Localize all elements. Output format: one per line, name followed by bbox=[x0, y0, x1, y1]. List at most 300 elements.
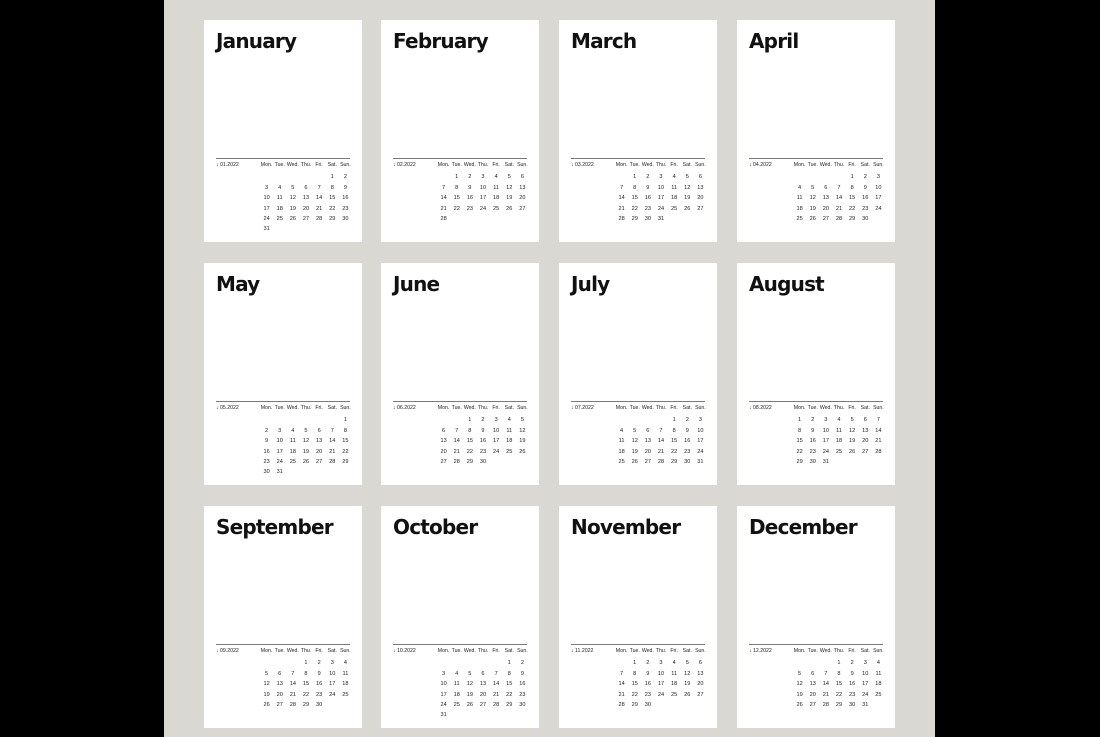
day-cell: 14 bbox=[316, 195, 323, 202]
empty-day-cell bbox=[806, 658, 819, 668]
day-cell: 18 bbox=[835, 438, 843, 445]
weekday-header: Sat. bbox=[682, 162, 692, 168]
weekday-header: Fri. bbox=[492, 648, 500, 654]
day-cell: 13 bbox=[809, 681, 816, 688]
weekday-header: Wed. bbox=[641, 162, 654, 168]
month-title: July bbox=[571, 272, 610, 296]
calendar-sheet bbox=[164, 0, 935, 737]
month-title: September bbox=[216, 515, 333, 539]
weekday-header: Mon. bbox=[793, 162, 806, 168]
weekday-header: Sun. bbox=[695, 405, 706, 411]
day-cell: 5 bbox=[685, 174, 689, 181]
day-cell: 29 bbox=[835, 701, 843, 708]
month-card-november bbox=[559, 506, 717, 728]
day-cell: 4 bbox=[837, 417, 841, 424]
day-cell: 24 bbox=[822, 448, 829, 455]
weekday-header: Tue. bbox=[807, 162, 818, 168]
day-cell: 26 bbox=[796, 701, 803, 708]
day-cell: 20 bbox=[862, 438, 869, 445]
day-cell: 1 bbox=[633, 660, 637, 667]
day-cell: 2 bbox=[685, 417, 689, 424]
month-date-code: ↓ 10.2022 bbox=[393, 648, 416, 654]
empty-day-cell bbox=[273, 658, 286, 668]
day-cell: 5 bbox=[265, 670, 269, 677]
day-cell: 12 bbox=[506, 184, 513, 191]
day-cell: 26 bbox=[519, 448, 526, 455]
day-cell: 3 bbox=[481, 174, 485, 181]
day-cell: 3 bbox=[876, 174, 880, 181]
day-cell: 13 bbox=[697, 670, 704, 677]
day-cell: 2 bbox=[863, 174, 867, 181]
weekday-header: Tue. bbox=[807, 648, 818, 654]
day-cell: 16 bbox=[316, 681, 323, 688]
weekday-header: Thu. bbox=[655, 648, 667, 654]
weekday-header: Mon. bbox=[793, 648, 806, 654]
day-cell: 11 bbox=[506, 427, 513, 434]
empty-day-cell bbox=[313, 415, 326, 425]
day-cell: 10 bbox=[697, 427, 704, 434]
day-cell: 17 bbox=[697, 438, 704, 445]
day-cell: 10 bbox=[440, 681, 447, 688]
day-cell: 12 bbox=[684, 670, 691, 677]
weekday-header: Sat. bbox=[504, 648, 514, 654]
day-cell: 6 bbox=[863, 417, 867, 424]
day-cell: 23 bbox=[342, 205, 349, 212]
empty-day-cell bbox=[490, 658, 503, 668]
weekday-header: Wed. bbox=[819, 162, 832, 168]
day-cell: 28 bbox=[289, 701, 296, 708]
day-cell: 29 bbox=[506, 701, 513, 708]
day-cell: 24 bbox=[493, 448, 500, 455]
day-cell: 9 bbox=[317, 670, 321, 677]
day-cell: 6 bbox=[317, 427, 321, 434]
day-cell: 12 bbox=[849, 427, 856, 434]
month-date-code: ↓ 08.2022 bbox=[749, 405, 772, 411]
day-cell: 2 bbox=[646, 174, 650, 181]
day-cell: 22 bbox=[849, 205, 856, 212]
day-cell: 22 bbox=[671, 448, 678, 455]
day-cell: 23 bbox=[644, 205, 651, 212]
empty-day-cell bbox=[260, 658, 273, 668]
day-cell: 2 bbox=[646, 660, 650, 667]
day-cell: 20 bbox=[302, 205, 310, 212]
empty-day-cell bbox=[273, 172, 286, 182]
empty-day-cell bbox=[615, 658, 628, 668]
divider-line bbox=[393, 158, 527, 159]
day-cell: 19 bbox=[796, 691, 803, 698]
day-cell: 25 bbox=[796, 215, 803, 222]
empty-day-cell bbox=[260, 415, 273, 425]
weekday-header: Sat. bbox=[504, 162, 514, 168]
empty-day-cell bbox=[286, 415, 299, 425]
month-card-july bbox=[559, 263, 717, 485]
weekday-header: Tue. bbox=[451, 648, 462, 654]
day-grid bbox=[615, 405, 707, 467]
day-cell: 11 bbox=[618, 438, 625, 445]
empty-day-cell bbox=[299, 172, 312, 182]
divider-line bbox=[216, 401, 350, 402]
day-cell: 5 bbox=[507, 174, 511, 181]
month-card-january bbox=[204, 20, 362, 242]
day-cell: 24 bbox=[862, 691, 869, 698]
day-cell: 9 bbox=[265, 438, 269, 445]
weekday-header: Wed. bbox=[641, 648, 654, 654]
day-cell: 23 bbox=[684, 448, 691, 455]
weekday-header: Sun. bbox=[873, 648, 884, 654]
day-cell: 16 bbox=[862, 195, 869, 202]
day-cell: 10 bbox=[479, 184, 487, 191]
day-cell: 1 bbox=[507, 660, 511, 667]
day-cell: 27 bbox=[644, 458, 651, 465]
day-cell: 5 bbox=[685, 660, 689, 667]
day-cell: 21 bbox=[835, 205, 843, 212]
day-cell: 23 bbox=[862, 205, 869, 212]
day-cell: 21 bbox=[329, 448, 336, 455]
day-cell: 7 bbox=[317, 184, 321, 191]
month-date-code: ↓ 02.2022 bbox=[393, 162, 416, 168]
day-cell: 14 bbox=[440, 195, 447, 202]
day-cell: 11 bbox=[836, 427, 842, 434]
day-cell: 22 bbox=[506, 691, 513, 698]
weekday-header: Fri. bbox=[848, 162, 856, 168]
weekday-header: Fri. bbox=[492, 162, 500, 168]
day-cell: 20 bbox=[440, 448, 447, 455]
day-cell: 31 bbox=[276, 469, 283, 476]
month-title: February bbox=[393, 29, 488, 53]
day-cell: 30 bbox=[684, 458, 691, 465]
day-cell: 28 bbox=[657, 458, 665, 465]
day-cell: 24 bbox=[276, 458, 283, 465]
day-cell: 24 bbox=[875, 205, 882, 212]
day-cell: 10 bbox=[276, 438, 283, 445]
weekday-header: Thu. bbox=[477, 162, 489, 168]
day-grid bbox=[437, 405, 529, 467]
day-cell: 5 bbox=[520, 417, 524, 424]
day-cell: 13 bbox=[479, 681, 487, 688]
day-cell: 17 bbox=[493, 438, 500, 445]
day-cell: 9 bbox=[863, 184, 867, 191]
weekday-header: Mon. bbox=[615, 405, 628, 411]
day-cell: 27 bbox=[302, 215, 310, 222]
weekday-header: Tue. bbox=[629, 648, 640, 654]
weekday-header: Tue. bbox=[274, 162, 285, 168]
day-cell: 6 bbox=[811, 670, 815, 677]
weekday-header: Sun. bbox=[517, 405, 528, 411]
day-cell: 27 bbox=[809, 701, 816, 708]
day-cell: 12 bbox=[519, 427, 526, 434]
day-cell: 26 bbox=[302, 458, 310, 465]
day-cell: 19 bbox=[631, 448, 638, 455]
month-date-code: ↓ 09.2022 bbox=[216, 648, 239, 654]
day-cell: 23 bbox=[519, 691, 526, 698]
day-cell: 25 bbox=[875, 691, 882, 698]
day-cell: 27 bbox=[697, 691, 704, 698]
weekday-header: Tue. bbox=[451, 405, 462, 411]
day-cell: 15 bbox=[835, 681, 843, 688]
day-cell: 28 bbox=[835, 215, 843, 222]
day-cell: 17 bbox=[657, 195, 665, 202]
month-card-may bbox=[204, 263, 362, 485]
day-cell: 15 bbox=[453, 195, 460, 202]
day-cell: 17 bbox=[440, 691, 447, 698]
day-cell: 17 bbox=[657, 681, 665, 688]
day-cell: 31 bbox=[697, 458, 704, 465]
weekday-header: Thu. bbox=[833, 648, 845, 654]
weekday-header: Mon. bbox=[615, 648, 628, 654]
day-cell: 28 bbox=[329, 458, 336, 465]
weekday-header: Mon. bbox=[260, 648, 273, 654]
day-cell: 19 bbox=[506, 195, 513, 202]
day-cell: 9 bbox=[468, 184, 472, 191]
month-title: August bbox=[749, 272, 824, 296]
day-cell: 3 bbox=[698, 417, 702, 424]
empty-day-cell bbox=[463, 658, 476, 668]
day-cell: 14 bbox=[822, 681, 829, 688]
day-cell: 18 bbox=[289, 448, 296, 455]
day-cell: 22 bbox=[342, 448, 349, 455]
day-cell: 17 bbox=[263, 205, 270, 212]
empty-day-cell bbox=[286, 658, 299, 668]
weekday-header: Sun. bbox=[340, 162, 351, 168]
day-cell: 5 bbox=[291, 184, 295, 191]
weekday-header: Thu. bbox=[300, 162, 312, 168]
day-cell: 6 bbox=[824, 184, 828, 191]
day-cell: 11 bbox=[671, 184, 678, 191]
month-title: May bbox=[216, 272, 260, 296]
day-cell: 5 bbox=[468, 670, 472, 677]
day-cell: 7 bbox=[837, 184, 841, 191]
day-cell: 21 bbox=[316, 205, 323, 212]
day-cell: 18 bbox=[671, 195, 678, 202]
day-cell: 21 bbox=[875, 438, 882, 445]
day-cell: 16 bbox=[466, 195, 473, 202]
day-cell: 4 bbox=[278, 184, 282, 191]
day-cell: 6 bbox=[698, 174, 702, 181]
day-cell: 31 bbox=[862, 701, 869, 708]
day-cell: 11 bbox=[342, 670, 349, 677]
day-grid bbox=[615, 162, 707, 224]
day-cell: 2 bbox=[811, 417, 815, 424]
day-cell: 4 bbox=[876, 660, 880, 667]
month-title: June bbox=[393, 272, 440, 296]
day-cell: 16 bbox=[644, 195, 651, 202]
weekday-header: Sun. bbox=[873, 162, 884, 168]
day-cell: 28 bbox=[493, 701, 500, 708]
day-cell: 10 bbox=[329, 670, 336, 677]
day-cell: 19 bbox=[684, 195, 691, 202]
weekday-header: Wed. bbox=[463, 648, 476, 654]
day-cell: 25 bbox=[618, 458, 625, 465]
day-cell: 16 bbox=[684, 438, 691, 445]
day-cell: 14 bbox=[493, 681, 500, 688]
day-cell: 29 bbox=[671, 458, 678, 465]
day-cell: 3 bbox=[330, 660, 334, 667]
weekday-header: Wed. bbox=[819, 405, 832, 411]
weekday-header: Wed. bbox=[463, 405, 476, 411]
day-cell: 6 bbox=[278, 670, 282, 677]
day-cell: 17 bbox=[875, 195, 882, 202]
day-cell: 9 bbox=[343, 184, 347, 191]
day-cell: 5 bbox=[633, 427, 637, 434]
day-cell: 14 bbox=[329, 438, 336, 445]
weekday-header: Wed. bbox=[463, 162, 476, 168]
day-cell: 6 bbox=[520, 174, 524, 181]
day-cell: 4 bbox=[672, 174, 676, 181]
day-cell: 1 bbox=[343, 417, 347, 424]
day-cell: 7 bbox=[620, 670, 624, 677]
month-date-code: ↓ 04.2022 bbox=[749, 162, 772, 168]
day-cell: 16 bbox=[479, 438, 487, 445]
day-cell: 16 bbox=[342, 195, 349, 202]
month-card-june bbox=[381, 263, 539, 485]
day-cell: 30 bbox=[519, 701, 526, 708]
month-card-february bbox=[381, 20, 539, 242]
day-cell: 27 bbox=[862, 448, 869, 455]
day-cell: 10 bbox=[862, 670, 869, 677]
day-cell: 11 bbox=[453, 681, 460, 688]
weekday-header: Tue. bbox=[629, 405, 640, 411]
day-cell: 30 bbox=[862, 215, 869, 222]
weekday-header: Sun. bbox=[517, 162, 528, 168]
day-cell: 29 bbox=[631, 215, 638, 222]
day-cell: 29 bbox=[466, 458, 473, 465]
day-cell: 2 bbox=[468, 174, 472, 181]
weekday-header: Wed. bbox=[819, 648, 832, 654]
day-cell: 12 bbox=[796, 681, 803, 688]
weekday-header: Sat. bbox=[682, 405, 692, 411]
day-cell: 25 bbox=[493, 205, 500, 212]
day-cell: 29 bbox=[329, 215, 336, 222]
day-cell: 3 bbox=[659, 660, 663, 667]
day-cell: 13 bbox=[519, 184, 526, 191]
month-card-december bbox=[737, 506, 895, 728]
day-cell: 24 bbox=[329, 691, 336, 698]
day-cell: 1 bbox=[672, 417, 676, 424]
day-cell: 14 bbox=[618, 681, 625, 688]
day-cell: 5 bbox=[304, 427, 308, 434]
day-cell: 18 bbox=[493, 195, 500, 202]
day-cell: 3 bbox=[863, 660, 867, 667]
day-cell: 22 bbox=[329, 205, 336, 212]
month-date-code: ↓ 11.2022 bbox=[571, 648, 594, 654]
day-cell: 22 bbox=[466, 448, 473, 455]
day-cell: 30 bbox=[263, 469, 270, 476]
day-cell: 8 bbox=[304, 670, 308, 677]
day-grid bbox=[793, 162, 885, 224]
month-title: April bbox=[749, 29, 799, 53]
weekday-header: Mon. bbox=[260, 405, 273, 411]
weekday-header: Tue. bbox=[274, 648, 285, 654]
day-cell: 28 bbox=[618, 701, 625, 708]
weekday-header: Tue. bbox=[629, 162, 640, 168]
weekday-header: Sat. bbox=[327, 162, 337, 168]
weekday-header: Sun. bbox=[340, 405, 351, 411]
day-cell: 25 bbox=[671, 691, 678, 698]
day-cell: 27 bbox=[697, 205, 704, 212]
month-date-code: ↓ 03.2022 bbox=[571, 162, 594, 168]
empty-day-cell bbox=[450, 415, 463, 425]
day-cell: 15 bbox=[329, 195, 336, 202]
day-cell: 12 bbox=[289, 195, 296, 202]
day-cell: 24 bbox=[263, 215, 270, 222]
day-cell: 2 bbox=[343, 174, 347, 181]
day-cell: 25 bbox=[835, 448, 843, 455]
day-cell: 18 bbox=[875, 681, 882, 688]
day-cell: 23 bbox=[466, 205, 473, 212]
empty-day-cell bbox=[628, 415, 641, 425]
divider-line bbox=[571, 401, 705, 402]
day-cell: 23 bbox=[316, 691, 323, 698]
weekday-header: Thu. bbox=[655, 405, 667, 411]
day-cell: 8 bbox=[455, 184, 459, 191]
month-card-april bbox=[737, 20, 895, 242]
day-cell: 8 bbox=[850, 184, 854, 191]
weekday-header: Mon. bbox=[437, 162, 450, 168]
day-cell: 3 bbox=[265, 184, 269, 191]
day-cell: 4 bbox=[620, 427, 624, 434]
day-cell: 20 bbox=[822, 205, 829, 212]
day-grid bbox=[793, 405, 885, 467]
day-cell: 21 bbox=[618, 691, 625, 698]
day-cell: 2 bbox=[850, 660, 854, 667]
weekday-header: Sat. bbox=[682, 648, 692, 654]
day-cell: 26 bbox=[809, 215, 816, 222]
weekday-header: Mon. bbox=[437, 648, 450, 654]
day-cell: 2 bbox=[265, 427, 269, 434]
weekday-header: Sun. bbox=[340, 648, 351, 654]
day-cell: 22 bbox=[796, 448, 803, 455]
empty-day-cell bbox=[793, 658, 806, 668]
day-cell: 3 bbox=[494, 417, 498, 424]
day-cell: 14 bbox=[618, 195, 625, 202]
day-cell: 15 bbox=[466, 438, 473, 445]
empty-day-cell bbox=[450, 658, 463, 668]
day-cell: 31 bbox=[440, 712, 447, 719]
day-cell: 23 bbox=[263, 458, 270, 465]
day-cell: 20 bbox=[697, 681, 704, 688]
day-cell: 30 bbox=[316, 701, 323, 708]
day-cell: 25 bbox=[342, 691, 349, 698]
day-cell: 30 bbox=[479, 458, 487, 465]
day-cell: 8 bbox=[798, 427, 802, 434]
day-cell: 7 bbox=[442, 184, 446, 191]
divider-line bbox=[393, 401, 527, 402]
day-cell: 1 bbox=[455, 174, 459, 181]
day-cell: 20 bbox=[519, 195, 526, 202]
month-card-august bbox=[737, 263, 895, 485]
day-cell: 18 bbox=[276, 205, 283, 212]
divider-line bbox=[216, 644, 350, 645]
day-cell: 29 bbox=[796, 458, 803, 465]
day-cell: 20 bbox=[809, 691, 816, 698]
weekday-header: Fri. bbox=[315, 162, 323, 168]
day-cell: 28 bbox=[440, 215, 447, 222]
day-cell: 15 bbox=[631, 681, 638, 688]
empty-day-cell bbox=[313, 172, 326, 182]
day-cell: 18 bbox=[506, 438, 513, 445]
day-cell: 16 bbox=[644, 681, 651, 688]
weekday-header: Fri. bbox=[315, 648, 323, 654]
weekday-header: Sun. bbox=[695, 162, 706, 168]
day-cell: 5 bbox=[798, 670, 802, 677]
day-grid bbox=[437, 162, 529, 224]
day-cell: 29 bbox=[342, 458, 349, 465]
day-cell: 31 bbox=[657, 215, 665, 222]
day-cell: 14 bbox=[657, 438, 665, 445]
weekday-header: Fri. bbox=[492, 405, 500, 411]
day-cell: 6 bbox=[698, 660, 702, 667]
day-cell: 2 bbox=[317, 660, 321, 667]
